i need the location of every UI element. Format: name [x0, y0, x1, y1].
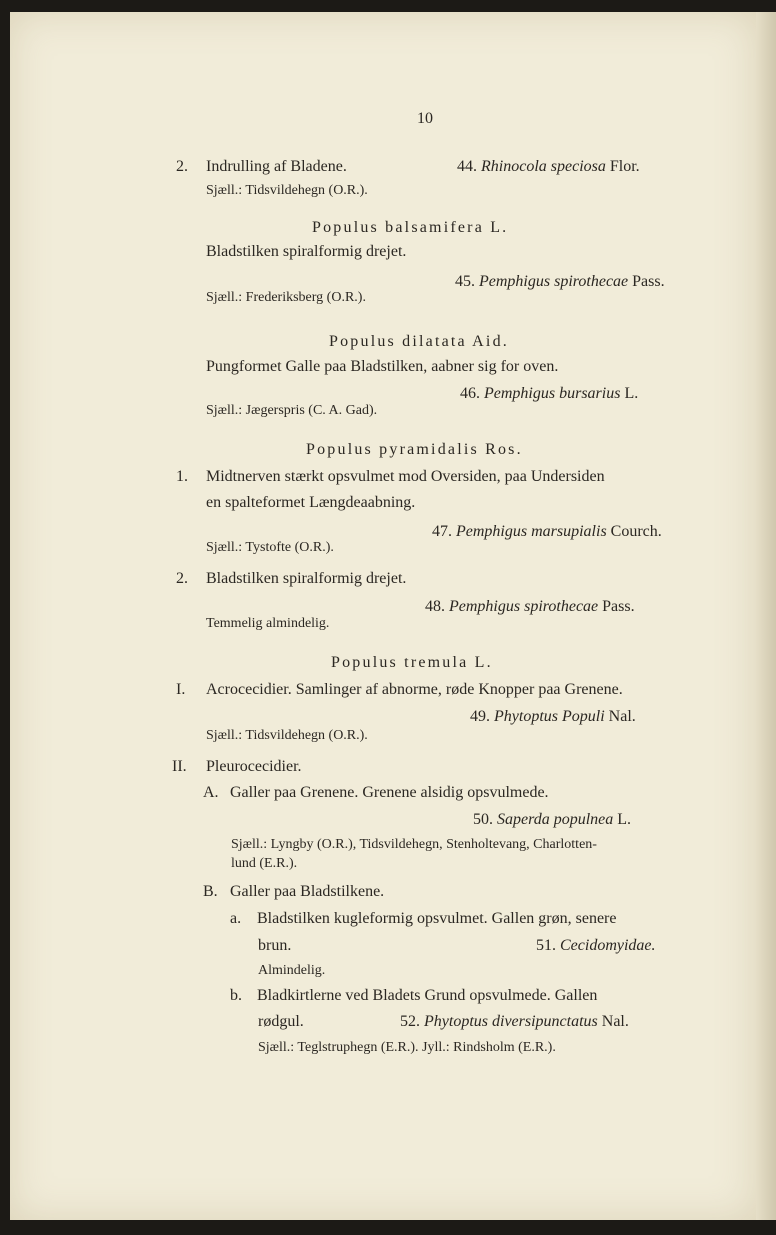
item-number: I. [176, 681, 186, 698]
species-entry [457, 157, 640, 177]
occurrence-note: Temmelig almindelig. [206, 616, 330, 631]
page-number: 10 [417, 110, 433, 127]
locality: Sjæll.: Teglstruphegn (E.R.). Jyll.: Rindsholm (E.R.). [258, 1040, 556, 1055]
species-entry [470, 707, 636, 727]
species-entry [400, 1012, 629, 1032]
item-description: Pungformet Galle paa Bladstilken, aabner sig for oven. [206, 358, 559, 375]
species-number: 50. [473, 811, 493, 828]
species-name: Pemphigus spirothecae [479, 273, 629, 290]
item-number: 2. [176, 158, 188, 175]
host-plant-heading: Populus tremula L. [331, 654, 493, 671]
species-name: Rhinocola speciosa [481, 158, 606, 175]
host-plant-heading: Populus dilatata Aid. [329, 333, 509, 350]
page-edge [756, 12, 776, 1220]
locality: Sjæll.: Frederiksberg (O.R.). [206, 290, 366, 305]
species-number: 47. [432, 523, 452, 540]
species-name: Pemphigus bursarius [484, 385, 621, 402]
item-description: Midtnerven stærkt opsvulmet mod Oversiden, paa Undersiden [206, 468, 605, 485]
item-description: brun. [258, 937, 292, 954]
species-number: 48. [425, 598, 445, 615]
species-entry [455, 272, 665, 292]
species-entry [473, 810, 631, 830]
species-name: Phytoptus diversipunctatus [424, 1013, 598, 1030]
species-author: Courch. [610, 523, 662, 540]
species-author: Pass. [602, 598, 635, 615]
species-entry [432, 522, 662, 542]
item-description: Acrocecidier. Samlinger af abnorme, røde Knopper paa Grenene. [206, 681, 623, 698]
item-number: II. [172, 758, 187, 775]
item-description: Bladstilken spiralformig drejet. [206, 243, 407, 260]
species-number: 51. [536, 937, 556, 954]
species-name: Saperda populnea [497, 811, 614, 828]
species-author: Pass. [632, 273, 665, 290]
species-number: 46. [460, 385, 480, 402]
locality: Sjæll.: Jægerspris (C. A. Gad). [206, 403, 378, 418]
item-description: rødgul. [258, 1013, 304, 1030]
item-description: Bladkirtlerne ved Bladets Grund opsvulmede. Gallen [257, 987, 598, 1004]
species-number: 45. [455, 273, 475, 290]
locality: Sjæll.: Tidsvildehegn (O.R.). [206, 728, 368, 743]
item-description: en spalteformet Længdeaabning. [206, 494, 416, 511]
species-author: Flor. [609, 158, 640, 175]
item-description: Galler paa Grenene. Grenene alsidig opsvulmede. [230, 784, 549, 801]
item-description: Pleurocecidier. [206, 758, 302, 775]
species-name: Pemphigus marsupialis [456, 523, 607, 540]
occurrence-note: Almindelig. [258, 963, 326, 978]
host-plant-heading: Populus pyramidalis Ros. [306, 441, 523, 458]
host-plant-heading: Populus balsamifera L. [312, 219, 509, 236]
species-entry [425, 597, 635, 617]
item-description: Bladstilken kugleformig opsvulmet. Gallen grøn, senere [257, 910, 617, 927]
species-author: L. [617, 811, 632, 828]
item-number: 1. [176, 468, 188, 485]
species-entry [536, 936, 656, 956]
species-name: Phytoptus Populi [494, 708, 605, 725]
item-number: A. [203, 784, 219, 801]
species-number: 44. [457, 158, 477, 175]
item-description: Indrulling af Bladene. [206, 158, 347, 175]
species-name: Cecidomyidae. [560, 937, 656, 954]
item-number: a. [230, 910, 242, 927]
species-author: Nal. [608, 708, 636, 725]
item-number: 2. [176, 570, 188, 587]
species-author: Nal. [601, 1013, 629, 1030]
species-entry [460, 384, 638, 404]
species-number: 52. [400, 1013, 420, 1030]
item-description: Bladstilken spiralformig drejet. [206, 570, 407, 587]
item-number: b. [230, 987, 242, 1004]
species-number: 49. [470, 708, 490, 725]
locality: Sjæll.: Tidsvildehegn (O.R.). [206, 183, 368, 198]
item-description: Galler paa Bladstilkene. [230, 883, 385, 900]
locality: Sjæll.: Tystofte (O.R.). [206, 540, 334, 555]
locality: lund (E.R.). [231, 856, 298, 871]
species-name: Pemphigus spirothecae [449, 598, 599, 615]
locality: Sjæll.: Lyngby (O.R.), Tidsvildehegn, Stenholtevang, Charlotten- [231, 837, 597, 852]
item-number: B. [203, 883, 218, 900]
species-author: L. [624, 385, 639, 402]
